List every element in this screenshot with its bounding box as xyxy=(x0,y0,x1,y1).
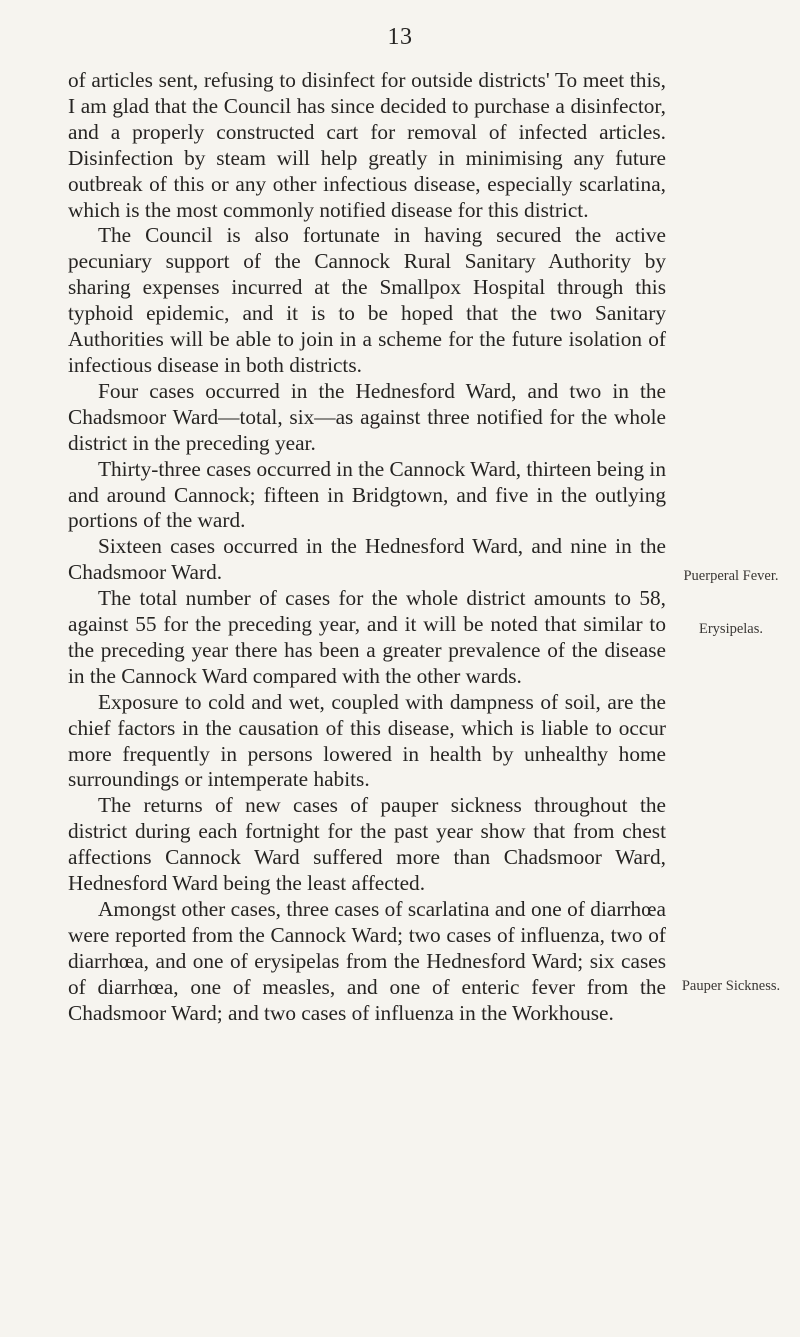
side-note-puerperal-fever: Puerperal Fever. xyxy=(683,568,779,584)
paragraph-erysipelas-total: The total number of cases for the whole district amounts to 58, against 55 for the preceding year, and it will be noted that similar to the preceding year there has been a greater prevalence of the disease in the Cannock Ward compared with the other wards. xyxy=(68,586,666,688)
paragraph-isolation-scheme: The Council is also fortunate in having secured the active pecuniary support of the Cannock Rural Sanitary Authority by sharing expenses incurred at the Smallpox Hospital through this typhoid epidemic, and it is to be hoped that the two Sanitary Authorities will be able to join in a scheme for the future isolation of infectious disease in both districts. xyxy=(68,223,666,377)
paragraph-other-cases: Amongst other cases, three cases of scarlatina and one of diarrhœa were reported from the Cannock Ward; two cases of influenza, two of diarrhœa, and one of erysipelas from the Hednesford Ward; six cases of diarrhœa, one of measles, and one of enteric fever from the Chadsmoor Ward; and two cases of influenza in the Workhouse. xyxy=(68,897,666,1025)
paragraph-disinfection: of articles sent, refusing to disinfect for outside districts' To meet this, I am glad that the Council has since decided to purchase a disinfector, and a properly constructed cart for removal of infected articles. Disinfection by steam will help greatly in minimising any future outbreak of this or any other infectious disease, especially scarlatina, which is the most commonly notified disease for this district. xyxy=(68,68,666,222)
paragraph-erysipelas-hednesford: Sixteen cases occurred in the Hednesford Ward, and nine in the Chadsmoor Ward. xyxy=(68,534,666,585)
paragraph-erysipelas-causes: Exposure to cold and wet, coupled with dampness of soil, are the chief factors in the causation of this disease, which is liable to occur more frequently in persons lowered in health by unhealthy home surroundings or intemperate habits. xyxy=(68,689,666,792)
side-note-pauper-sickness: Pauper Sickness. xyxy=(681,978,781,994)
paragraph-erysipelas-cannock: Thirty-three cases occurred in the Cannock Ward, thirteen being in and around Cannock; fifteen in Bridgtown, and five in the outlying portions of the ward. xyxy=(68,456,666,533)
paragraph-pauper-sickness: The returns of new cases of pauper sickness throughout the district during each fortnight for the past year show that from chest affections Cannock Ward suffered more than Chadsmoor Ward, Hednesford Ward being the least affected. xyxy=(68,793,666,896)
side-note-erysipelas: Erysipelas. xyxy=(698,621,764,637)
paragraph-puerperal-fever: Four cases occurred in the Hednesford Ward, and two in the Chadsmoor Ward—total, six—as against three notified for the whole district in the preceding year. xyxy=(68,378,666,455)
body-text xyxy=(68,68,666,1027)
page-number: 13 xyxy=(387,24,413,50)
